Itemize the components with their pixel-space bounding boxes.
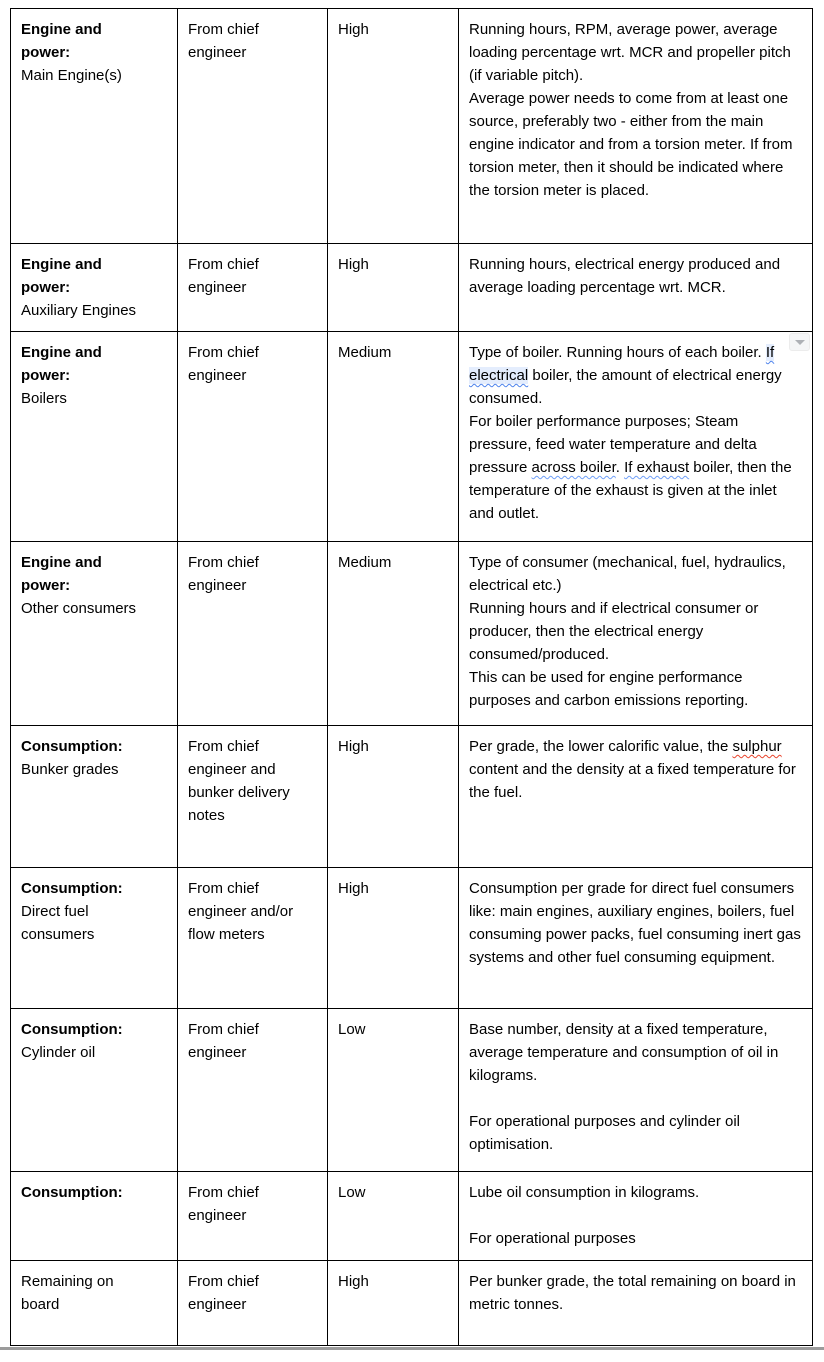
- cell-details: Base number, density at a fixed temperature, average temperature and consumption of oil in kilograms. For operational purposes and cylinder oil optimisation.: [459, 1009, 813, 1172]
- table-body: [11, 9, 813, 1346]
- cell-category: Remaining on board: [11, 1261, 178, 1346]
- table-row: [11, 1172, 813, 1261]
- cell-source: From chief engineer: [178, 332, 328, 542]
- cell-priority: High: [328, 244, 459, 332]
- table-row: [11, 244, 813, 332]
- table-row: [11, 542, 813, 726]
- grammar-marked-text[interactable]: If exhaust: [624, 459, 690, 476]
- table-row: [11, 868, 813, 1009]
- cell-details: Type of boiler. Running hours of each boiler. If electrical boiler, the amount of electrical energy consumed. For boiler performance purposes; Steam pressure, feed water temperature and delta pressure across boiler. If exhaust boiler, then the temperature of the exhaust is given at the inlet and outlet.: [459, 332, 813, 542]
- cell-details: Lube oil consumption in kilograms. For operational purposes: [459, 1172, 813, 1261]
- cell-details: Per bunker grade, the total remaining on board in metric tonnes.: [459, 1261, 813, 1346]
- cell-details: Type of consumer (mechanical, fuel, hydraulics, electrical etc.) Running hours and if electrical consumer or producer, then the electrical energy consumed/produced. This can be used for engine performance purposes and carbon emissions reporting.: [459, 542, 813, 726]
- cell-source: From chief engineer: [178, 9, 328, 244]
- table-row: [11, 332, 813, 542]
- cell-priority: Medium: [328, 542, 459, 726]
- cell-category: Engine and power: Main Engine(s): [11, 9, 178, 244]
- cell-source: From chief engineer: [178, 1261, 328, 1346]
- cell-source: From chief engineer: [178, 244, 328, 332]
- cell-priority: Low: [328, 1009, 459, 1172]
- spellcheck-marked-text[interactable]: sulphur: [732, 738, 782, 755]
- cell-source: From chief engineer and/or flow meters: [178, 868, 328, 1009]
- cell-details: Per grade, the lower calorific value, the sulphur content and the density at a fixed temperature for the fuel.: [459, 726, 813, 868]
- cell-category: Engine and power: Boilers: [11, 332, 178, 542]
- cell-source: From chief engineer: [178, 542, 328, 726]
- cell-category: Consumption:: [11, 1172, 178, 1261]
- chevron-down-icon: [795, 340, 805, 345]
- cell-category: Engine and power: Auxiliary Engines: [11, 244, 178, 332]
- cell-source: From chief engineer and bunker delivery notes: [178, 726, 328, 868]
- cell-category: Consumption: Bunker grades: [11, 726, 178, 868]
- table-row: [11, 726, 813, 868]
- cell-priority: High: [328, 726, 459, 868]
- cell-priority: Medium: [328, 332, 459, 542]
- grammar-marked-text[interactable]: If electrical: [469, 344, 775, 384]
- table-row: [11, 1009, 813, 1172]
- cell-category: Consumption: Direct fuel consumers: [11, 868, 178, 1009]
- data-table: [10, 8, 813, 1346]
- cell-source: From chief engineer: [178, 1172, 328, 1261]
- cell-details: Running hours, electrical energy produced and average loading percentage wrt. MCR.: [459, 244, 813, 332]
- cell-details: Running hours, RPM, average power, average loading percentage wrt. MCR and propeller pitch (if variable pitch). Average power needs to come from at least one source, preferably two - either from the main engine indicator and from a torsion meter. If from torsion meter, then it should be indicated where the torsion meter is placed.: [459, 9, 813, 244]
- grammar-marked-text[interactable]: across boiler: [531, 459, 616, 476]
- table-row: [11, 9, 813, 244]
- cell-priority: High: [328, 9, 459, 244]
- table-row: [11, 1261, 813, 1346]
- cell-details: Consumption per grade for direct fuel consumers like: main engines, auxiliary engines, boilers, fuel consuming power packs, fuel consuming inert gas systems and other fuel consuming equipment.: [459, 868, 813, 1009]
- page-bottom-edge: [0, 1347, 824, 1350]
- cell-category: Engine and power: Other consumers: [11, 542, 178, 726]
- cell-priority: High: [328, 868, 459, 1009]
- suggestion-dropdown-button[interactable]: [789, 333, 810, 351]
- cell-category: Consumption: Cylinder oil: [11, 1009, 178, 1172]
- cell-priority: High: [328, 1261, 459, 1346]
- cell-source: From chief engineer: [178, 1009, 328, 1172]
- cell-priority: Low: [328, 1172, 459, 1261]
